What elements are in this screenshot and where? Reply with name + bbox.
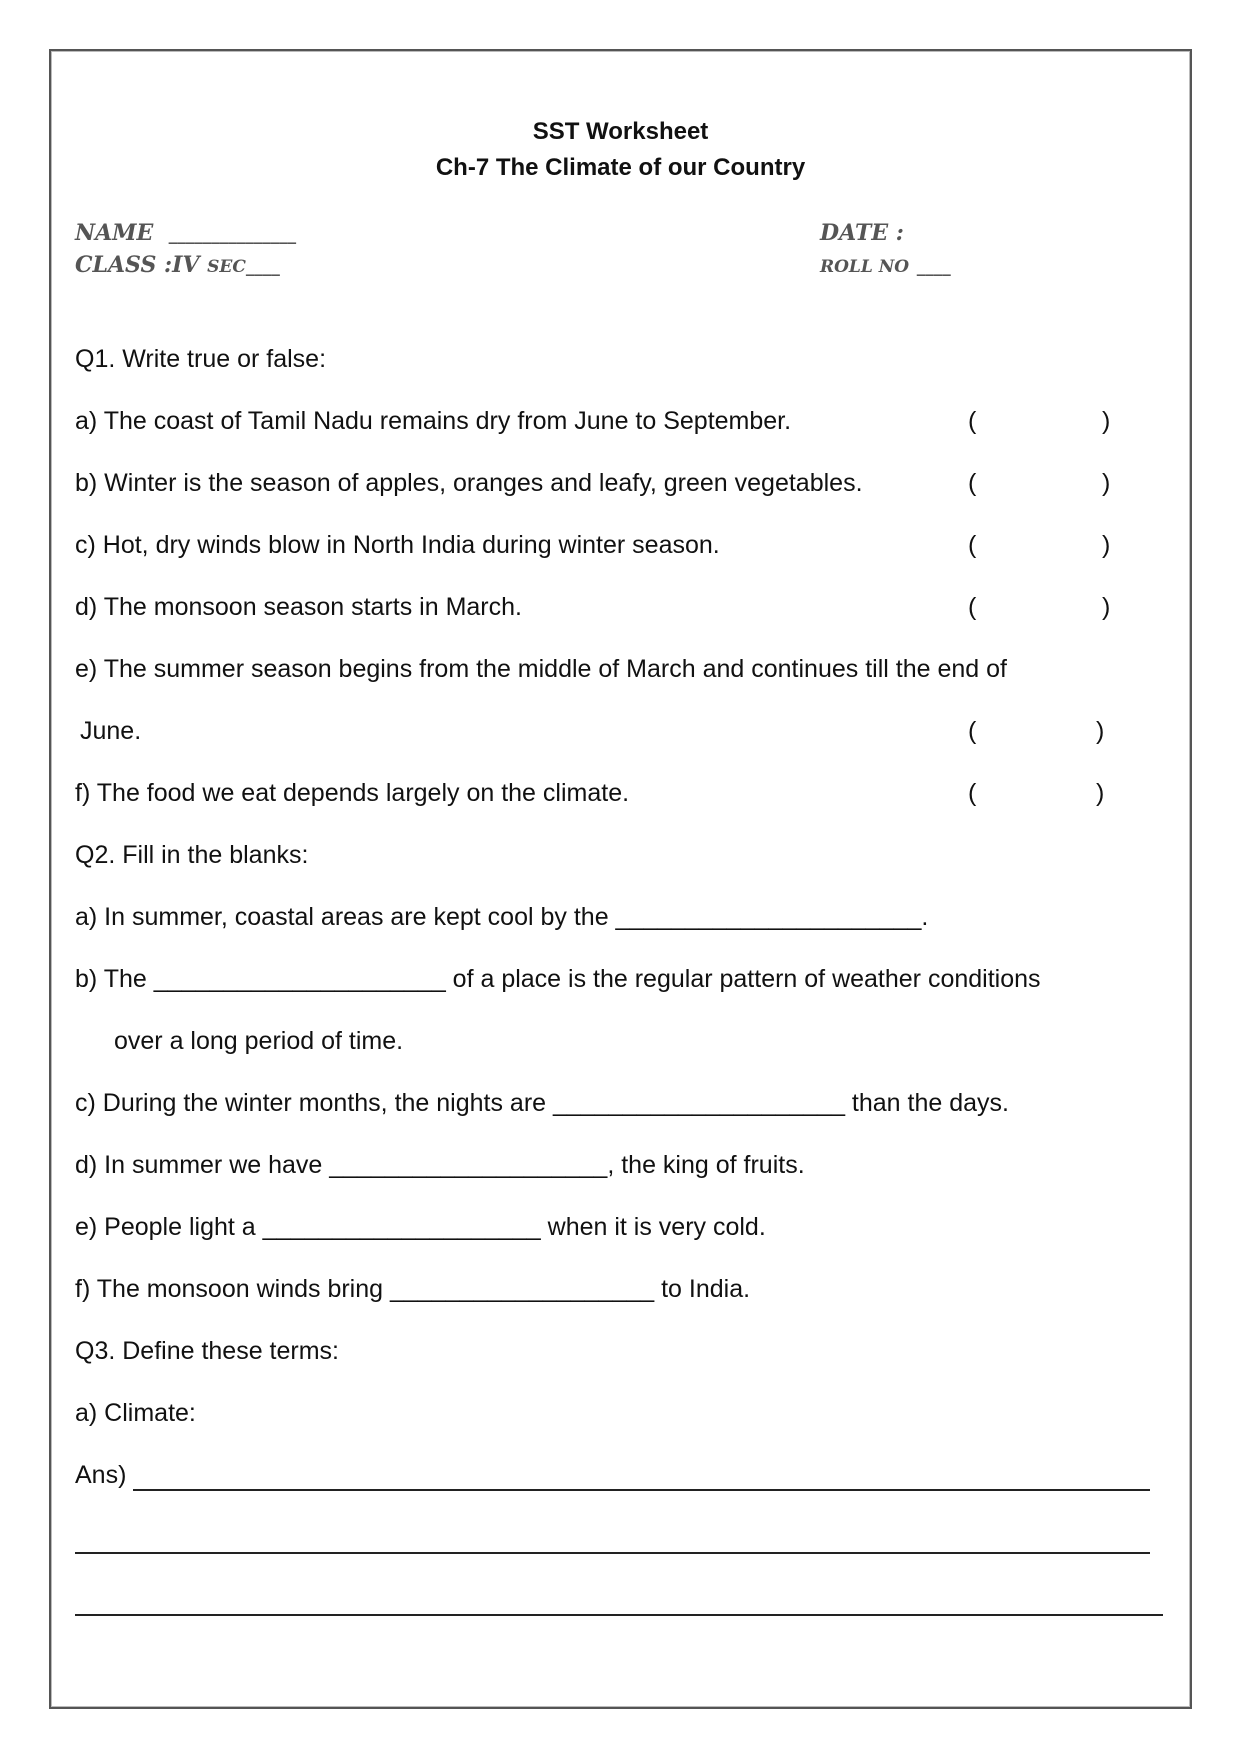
q1-open-paren: ( — [968, 531, 977, 559]
q1-item-d: d) The monsoon season starts in March. — [75, 593, 522, 621]
date-label: DATE : — [820, 220, 904, 246]
q2-item-b-cont: over a long period of time. — [114, 1027, 404, 1055]
sec-blank: ____ — [245, 257, 280, 277]
q3-term-climate: a) Climate: — [75, 1399, 196, 1427]
q2-heading: Q2. Fill in the blanks: — [75, 841, 309, 869]
roll-label: ROLL NO — [820, 257, 910, 277]
q1-close-paren: ) — [1096, 717, 1105, 745]
q1-open-paren: ( — [968, 469, 977, 497]
q1-item-a: a) The coast of Tamil Nadu remains dry from June to September. — [75, 407, 792, 435]
q3-heading: Q3. Define these terms: — [75, 1337, 340, 1365]
q1-close-paren: ) — [1096, 779, 1105, 807]
answer-line — [75, 1614, 1163, 1616]
class-label: CLASS :IV — [75, 252, 200, 278]
q1-item-c: c) Hot, dry winds blow in North India during winter season. — [75, 531, 720, 559]
q2-item-f: f) The monsoon winds bring ___________________ to India. — [75, 1275, 751, 1303]
q1-close-paren: ) — [1102, 593, 1111, 621]
q1-open-paren: ( — [968, 717, 977, 745]
q1-item-f: f) The food we eat depends largely on the climate. — [75, 779, 630, 807]
q1-open-paren: ( — [968, 779, 977, 807]
answer-line — [133, 1489, 1150, 1491]
q2-item-d: d) In summer we have ____________________, the king of fruits. — [75, 1151, 805, 1179]
q3-ans-label: Ans) — [75, 1461, 127, 1489]
q1-item-b: b) Winter is the season of apples, oranges and leafy, green vegetables. — [75, 469, 863, 497]
answer-line — [75, 1552, 1150, 1554]
sec-label: SEC — [207, 257, 246, 277]
worksheet-subtitle: Ch-7 The Climate of our Country — [435, 154, 806, 181]
q1-close-paren: ) — [1102, 407, 1111, 435]
name-blank: _______________ — [168, 225, 297, 245]
q2-item-b: b) The _____________________ of a place is the regular pattern of weather conditions — [75, 965, 1041, 993]
q1-close-paren: ) — [1102, 469, 1111, 497]
class-field — [75, 252, 280, 278]
worksheet-title: SST Worksheet — [532, 118, 709, 145]
q1-open-paren: ( — [968, 593, 977, 621]
q1-close-paren: ) — [1102, 531, 1111, 559]
q2-item-c: c) During the winter months, the nights are _____________________ than the days. — [75, 1089, 1009, 1117]
name-field — [75, 220, 296, 246]
q1-heading: Q1. Write true or false: — [75, 345, 327, 373]
q1-item-e: e) The summer season begins from the middle of March and continues till the end of — [75, 655, 1007, 683]
name-label: NAME — [75, 220, 154, 246]
q1-item-e-cont: June. — [80, 717, 142, 745]
q2-item-a: a) In summer, coastal areas are kept cool by the ______________________. — [75, 903, 929, 931]
q2-item-e: e) People light a ____________________ when it is very cold. — [75, 1213, 766, 1241]
roll-blank: ____ — [916, 257, 951, 277]
page-border — [49, 49, 1192, 1709]
roll-field — [820, 252, 951, 278]
q1-open-paren: ( — [968, 407, 977, 435]
